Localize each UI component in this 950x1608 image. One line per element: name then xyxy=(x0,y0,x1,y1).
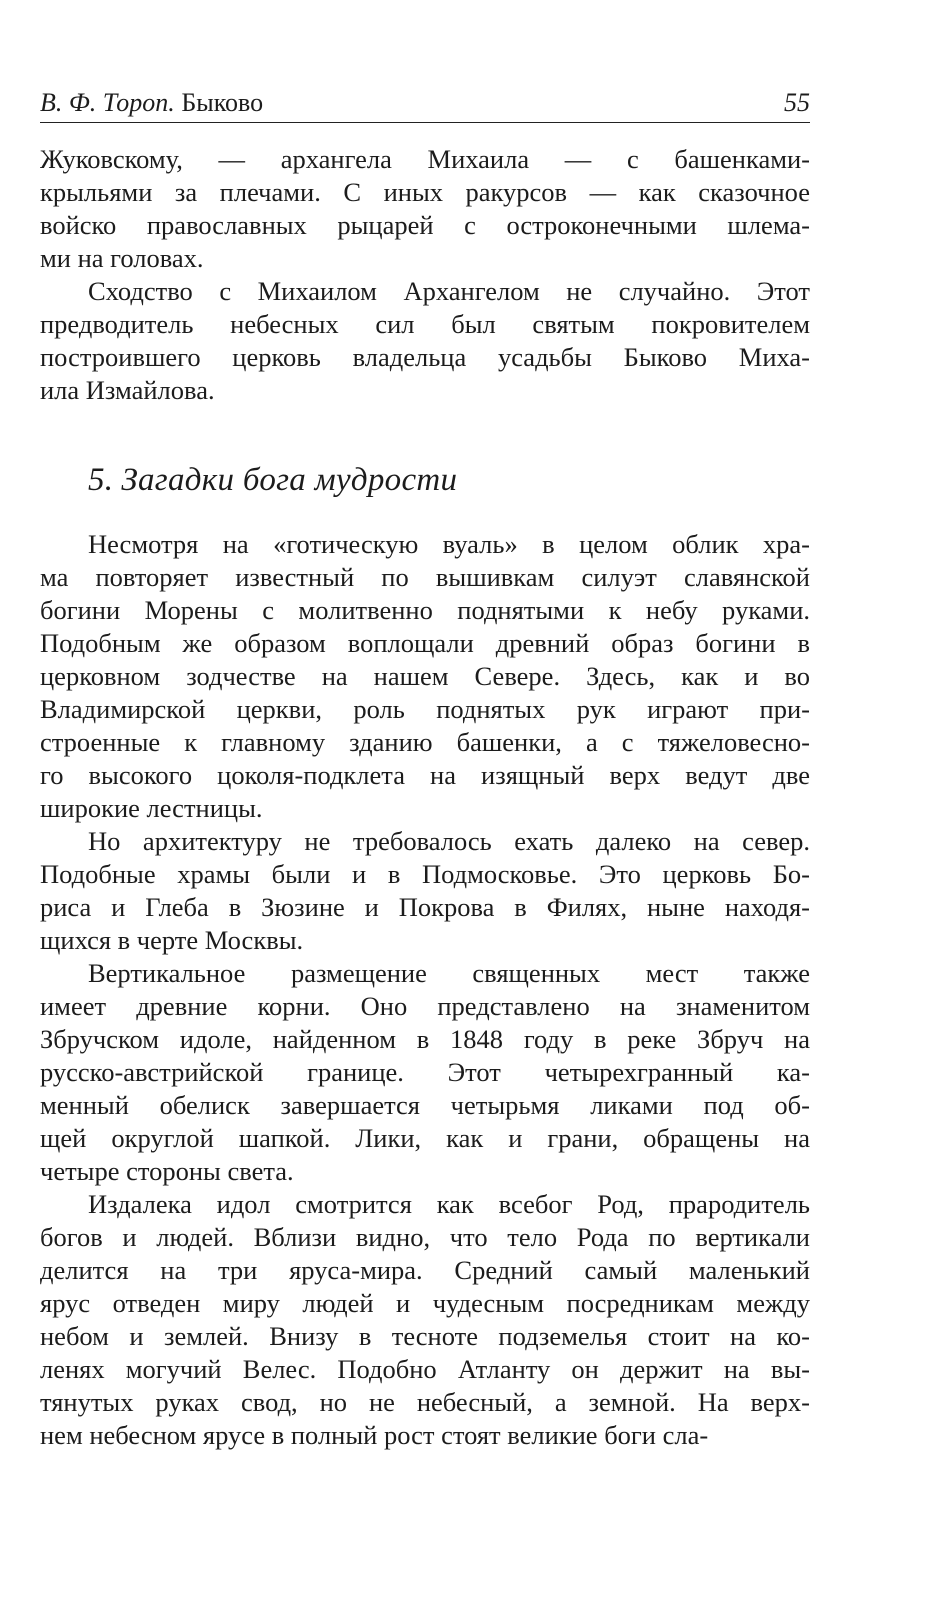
text-line: предводитель небесных сил был святым покровителем xyxy=(40,309,810,339)
running-head-title xyxy=(40,88,263,118)
text-line: богов и людей. Вблизи видно, что тело Рода по вертикали xyxy=(40,1222,810,1252)
text-line: имеет древние корни. Оно представлено на знаменитом xyxy=(40,991,810,1021)
running-head xyxy=(40,88,810,123)
text-line: Подобным же образом воплощали древний образ богини в xyxy=(40,628,810,658)
text-line: ила Измайлова. xyxy=(40,375,215,405)
running-head-book-title: Быково xyxy=(181,88,264,117)
text-line: ярус отведен миру людей и чудесным посредникам между xyxy=(40,1288,810,1318)
text-line: войско православных рыцарей с остроконечными шлема- xyxy=(40,210,810,240)
text-line: ленях могучий Велес. Подобно Атланту он держит на вы- xyxy=(40,1354,810,1384)
paragraph xyxy=(40,825,810,957)
bottom-text-block xyxy=(40,528,810,1452)
text-line: широкие лестницы. xyxy=(40,793,263,823)
paragraph xyxy=(40,275,810,407)
section-title: Загадки бога мудрости xyxy=(121,462,458,498)
text-line: риса и Глеба в Зюзине и Покрова в Филях, ныне находя- xyxy=(40,892,810,922)
text-line: церковном зодчестве на нашем Севере. Здесь, как и во xyxy=(40,661,810,691)
text-line: крыльями за плечами. С иных ракурсов — как сказочное xyxy=(40,177,810,207)
text-line: построившего церковь владельца усадьбы Быково Миха- xyxy=(40,342,810,372)
text-line: Жуковскому, — архангела Михаила — с башенками- xyxy=(40,144,810,174)
paragraph xyxy=(40,528,810,825)
text-line: строенные к главному зданию башенки, а с тяжеловесно- xyxy=(40,727,810,757)
text-line: богини Морены с молитвенно поднятыми к небу руками. xyxy=(40,595,810,625)
text-line: делится на три яруса-мира. Средний самый маленький xyxy=(40,1255,810,1285)
text-line: Владимирской церкви, роль поднятых рук играют при- xyxy=(40,694,810,724)
text-line: русско-австрийской границе. Этот четырехгранный ка- xyxy=(40,1057,810,1087)
text-line: Збручском идоле, найденном в 1848 году в реке Збруч на xyxy=(40,1024,810,1054)
paragraph xyxy=(40,1188,810,1452)
section-heading xyxy=(88,462,457,499)
book-page xyxy=(40,0,810,1608)
text-line: Но архитектуру не требовалось ехать далеко на север. xyxy=(88,826,810,856)
text-line: Несмотря на «готическую вуаль» в целом облик хра- xyxy=(88,529,810,559)
running-head-author: В. Ф. Тороп. xyxy=(40,88,175,117)
text-line: небом и землей. Внизу в тесноте подземелья стоит на ко- xyxy=(40,1321,810,1351)
text-line: нем небесном ярусе в полный рост стоят великие боги сла- xyxy=(40,1420,709,1450)
text-line: четыре стороны света. xyxy=(40,1156,294,1186)
paragraph xyxy=(40,957,810,1188)
text-line: щей округлой шапкой. Лики, как и грани, обращены на xyxy=(40,1123,810,1153)
page-number: 55 xyxy=(784,88,810,117)
text-line: менный обелиск завершается четырьмя ликами под об- xyxy=(40,1090,810,1120)
text-line: ма повторяет известный по вышивкам силуэт славянской xyxy=(40,562,810,592)
text-line: Издалека идол смотрится как всебог Род, прародитель xyxy=(88,1189,810,1219)
text-line: го высокого цоколя-подклета на изящный верх ведут две xyxy=(40,760,810,790)
text-line: Сходство с Михаилом Архангелом не случайно. Этот xyxy=(88,276,810,306)
text-line: щихся в черте Москвы. xyxy=(40,925,304,955)
text-line: Вертикальное размещение священных мест также xyxy=(88,958,810,988)
section-number: 5. xyxy=(88,462,114,498)
top-text-block xyxy=(40,143,810,407)
text-line: Подобные храмы были и в Подмосковье. Это церковь Бо- xyxy=(40,859,810,889)
paragraph xyxy=(40,143,810,275)
text-line: ми на головах. xyxy=(40,243,204,273)
text-line: тянутых руках свод, но не небесный, а земной. На верх- xyxy=(40,1387,810,1417)
